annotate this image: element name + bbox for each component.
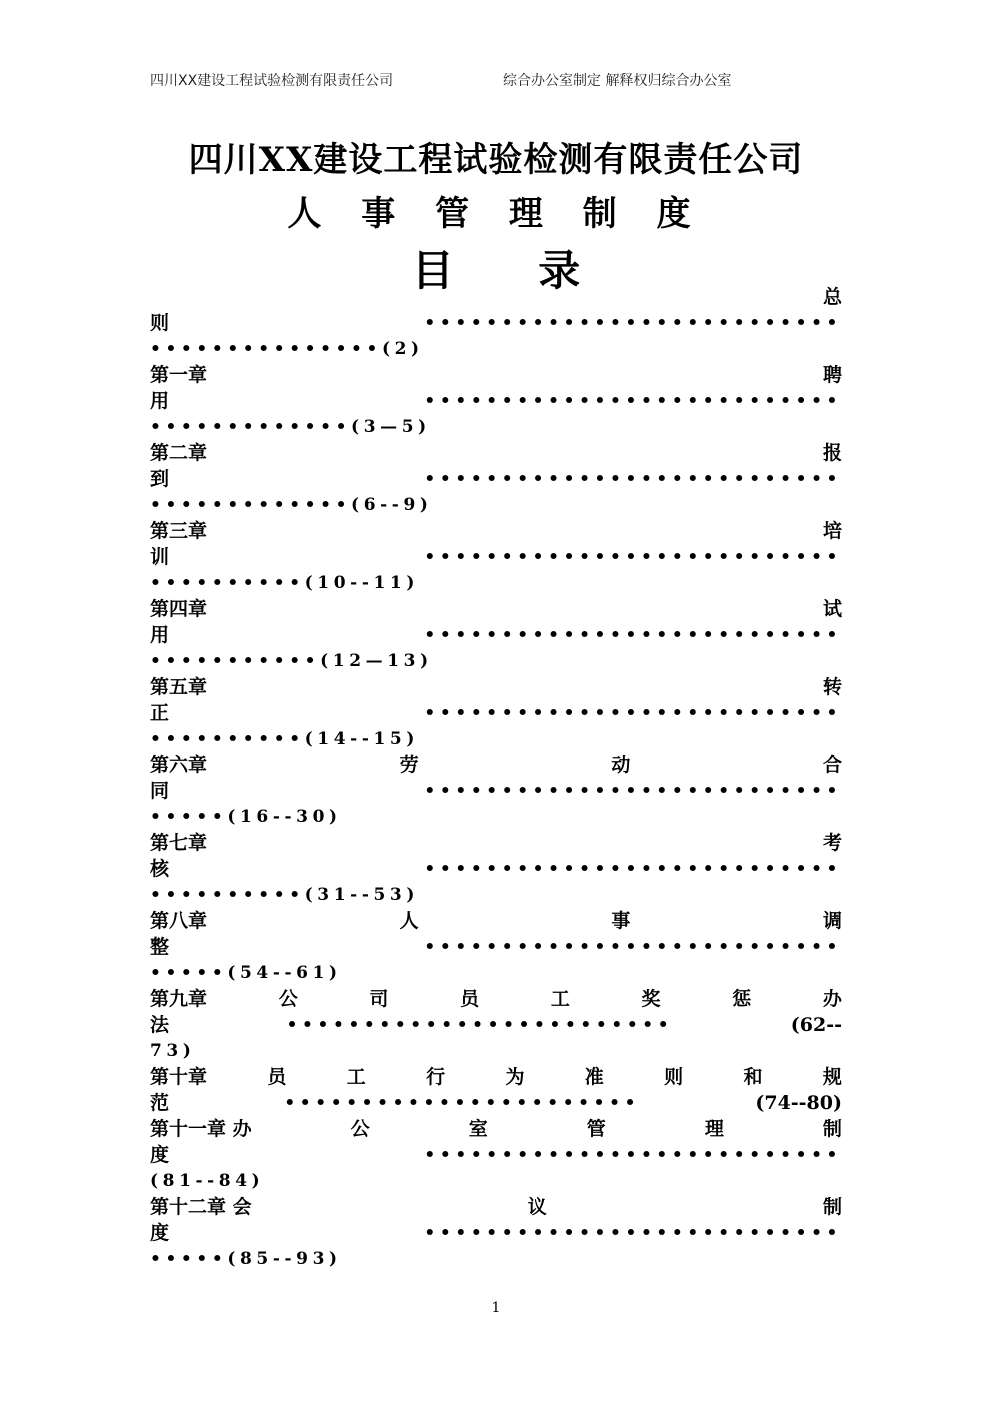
toc-entry-page-line [150,960,842,986]
leader-dots: ••••••••••••••••••••••• [284,1093,641,1113]
toc-entry-title-line [150,518,842,544]
toc-entry-title-char: 总 [822,286,842,308]
toc-entry-title-line [150,284,842,310]
toc-entry-title-line [150,1194,842,1220]
leader-dots: ••••••••••••••••••••••••••• [424,703,842,723]
toc-chapter-label: 第九章 [150,988,208,1010]
toc-entry-title-char: 范 [150,1092,170,1114]
toc-entry-title-char: 员 [460,988,480,1010]
toc-chapter-label: 第七章 [150,832,208,854]
toc-entry-dots-line [150,1142,842,1168]
toc-entry[interactable] [150,1194,842,1272]
toc-entry-title-char: 规 [822,1066,842,1088]
leader-dots: ••••••••••••••••••••••••••• [424,625,842,645]
toc-entry-title-char: 员 [267,1066,287,1088]
document-title: 人 事 管 理 制 度 [287,194,705,234]
toc-entry[interactable] [150,674,842,752]
toc-page-range: (62-- [790,1014,842,1036]
toc-entry-page-line [150,804,842,830]
company-title: 四川XX建设工程试验检测有限责任公司 [188,140,804,180]
toc-page-range: •••••••••••••••(2) [150,339,424,359]
toc-entry[interactable] [150,1116,842,1194]
toc-page-range: •••••(16--30) [150,807,342,827]
toc-entry[interactable] [150,596,842,674]
toc-entry-title-char: 法 [150,1014,170,1036]
toc-chapter-label: 第十章 [150,1066,208,1088]
toc-entry-title-char: 管 [586,1118,606,1140]
toc-entry-title-char: 工 [346,1066,366,1088]
toc-entry-title-line [150,674,842,700]
leader-dots: ••••••••••••••••••••••••• [286,1015,674,1035]
toc-entry-dots-line [150,1220,842,1246]
toc-page-range: ••••••••••(31--53) [150,885,419,905]
toc-entry-title-char: 工 [550,988,570,1010]
toc-entry-dots-line [150,310,842,336]
toc-entry-page-line [150,648,842,674]
toc-entry-title-char: 议 [527,1196,547,1218]
toc-entry-title-line [150,1116,842,1142]
toc-entry-title-char: 则 [150,312,170,334]
toc-entry-title-char: 司 [369,988,389,1010]
toc-entry-title-char: 调 [822,910,842,932]
toc-page-range: (81--84) [150,1171,265,1191]
header-company: 四川XX建设工程试验检测有限责任公司 [150,73,394,89]
toc-entry-page-line [150,726,842,752]
toc-entry-dots-line [150,1012,842,1038]
toc-entry[interactable] [150,752,842,830]
toc-entry-title-char: 转 [822,676,842,698]
toc-heading: 目 录 [411,246,581,295]
toc-chapter-label: 第六章 [150,754,208,776]
toc-entry-title-char: 动 [611,754,631,776]
toc-entry-dots-line [150,1090,842,1116]
toc-entry-title-char: 制 [822,1196,842,1218]
toc-entry[interactable] [150,986,842,1064]
leader-dots: ••••••••••••••••••••••••••• [424,859,842,879]
toc-entry-title-char: 准 [584,1066,604,1088]
toc-entry-title-char: 为 [505,1066,525,1088]
toc-entry-title-line [150,596,842,622]
toc-entry-title-char: 和 [743,1066,763,1088]
toc-entry-title-char: 考 [822,832,842,854]
toc-entry-title-char: 办 [822,988,842,1010]
toc-entry-title-char: 训 [150,546,170,568]
toc-entry-title-char: 培 [822,520,842,542]
toc-entry-page-line [150,882,842,908]
toc-chapter-label: 第八章 [150,910,208,932]
toc-page-range: •••••(54--61) [150,963,342,983]
toc-entry-title-line [150,986,842,1012]
leader-dots: ••••••••••••••••••••••••••• [424,781,842,801]
toc-entry-title-char: 行 [426,1066,446,1088]
toc-entry-title-char: 人 [399,910,419,932]
header-note: 综合办公室制定 解释权归综合办公室 [503,73,732,89]
toc-entry-dots-line [150,934,842,960]
toc-entry-page-line [150,1246,842,1272]
toc-entry-title-char: 报 [822,442,842,464]
toc-entry-title-char: 用 [150,390,170,412]
toc-chapter-label: 第三章 [150,520,208,542]
toc-page-range: (74--80) [755,1092,842,1114]
toc-entry-dots-line [150,778,842,804]
toc-entry-page-line [150,570,842,596]
toc-entry-title-char: 则 [664,1066,684,1088]
toc-entry[interactable] [150,518,842,596]
toc-entry-title-char: 正 [150,702,170,724]
toc-chapter-label: 第十一章 办 [150,1118,252,1140]
toc-chapter-label: 第十二章 会 [150,1196,252,1218]
toc-entry-page-line [150,492,842,518]
toc-page-range: ••••••••••(10--11) [150,573,419,593]
toc-entry-dots-line [150,700,842,726]
toc-entry-title-char: 用 [150,624,170,646]
toc-entry-title-char: 事 [611,910,631,932]
toc-entry-page-line [150,414,842,440]
toc-page-range: •••••••••••••(3—5) [150,417,431,437]
toc-chapter-label: 第四章 [150,598,208,620]
toc-entry-title-char: 公 [350,1118,370,1140]
toc-entry-dots-line [150,856,842,882]
toc-entry[interactable] [150,362,842,440]
toc-chapter-label: 第五章 [150,676,208,698]
toc-entry-title-char: 聘 [822,364,842,386]
toc-entry-dots-line [150,544,842,570]
toc-entry-title-char: 试 [822,598,842,620]
leader-dots: ••••••••••••••••••••••••••• [424,391,842,411]
toc-entry-title-char: 整 [150,936,170,958]
toc-entry[interactable] [150,830,842,908]
leader-dots: ••••••••••••••••••••••••••• [424,313,842,333]
toc-entry-title-char: 核 [150,858,170,880]
leader-dots: ••••••••••••••••••••••••••• [424,1223,842,1243]
leader-dots: ••••••••••••••••••••••••••• [424,547,842,567]
toc-entry-title-line [150,752,842,778]
toc-page-range: •••••••••••(12—13) [150,651,433,671]
toc-entry-title-line [150,908,842,934]
toc-entry-title-char: 劳 [399,754,419,776]
toc-entry-title-char: 公 [278,988,298,1010]
toc-entry[interactable] [150,440,842,518]
toc-page-range: 73) [150,1041,196,1061]
leader-dots: ••••••••••••••••••••••••••• [424,469,842,489]
toc-entry-page-line [150,1168,842,1194]
toc-entry-title-char: 合 [822,754,842,776]
toc-entry-title-char: 理 [704,1118,724,1140]
toc-entry-dots-line [150,388,842,414]
page-number: 1 [491,1300,501,1316]
toc-page-range: ••••••••••(14--15) [150,729,419,749]
toc-entry-title-char: 同 [150,780,170,802]
toc-entry-title-line [150,830,842,856]
toc-entry[interactable] [150,284,842,362]
toc-entry-page-line [150,1038,842,1064]
toc-entry-title-char: 奖 [641,988,661,1010]
toc-entry-dots-line [150,466,842,492]
toc-entry[interactable] [150,908,842,986]
toc-page-range: •••••(85--93) [150,1249,342,1269]
toc-entry-title-line [150,440,842,466]
toc-entry-title-char: 到 [150,468,170,490]
leader-dots: ••••••••••••••••••••••••••• [424,1145,842,1165]
toc-chapter-label: 第一章 [150,364,208,386]
toc-entry-title-line [150,1064,842,1090]
toc-entry-title-char: 度 [150,1222,170,1244]
toc-page-range: •••••••••••••(6--9) [150,495,433,515]
toc-entry-dots-line [150,622,842,648]
leader-dots: ••••••••••••••••••••••••••• [424,937,842,957]
toc-entry-page-line [150,336,842,362]
toc-chapter-label: 第二章 [150,442,208,464]
toc-entry-title-char: 制 [822,1118,842,1140]
table-of-contents [150,284,842,1272]
toc-entry[interactable] [150,1064,842,1116]
toc-entry-title-char: 惩 [732,988,752,1010]
toc-entry-title-char: 室 [468,1118,488,1140]
toc-entry-title-char: 度 [150,1144,170,1166]
toc-entry-title-line [150,362,842,388]
